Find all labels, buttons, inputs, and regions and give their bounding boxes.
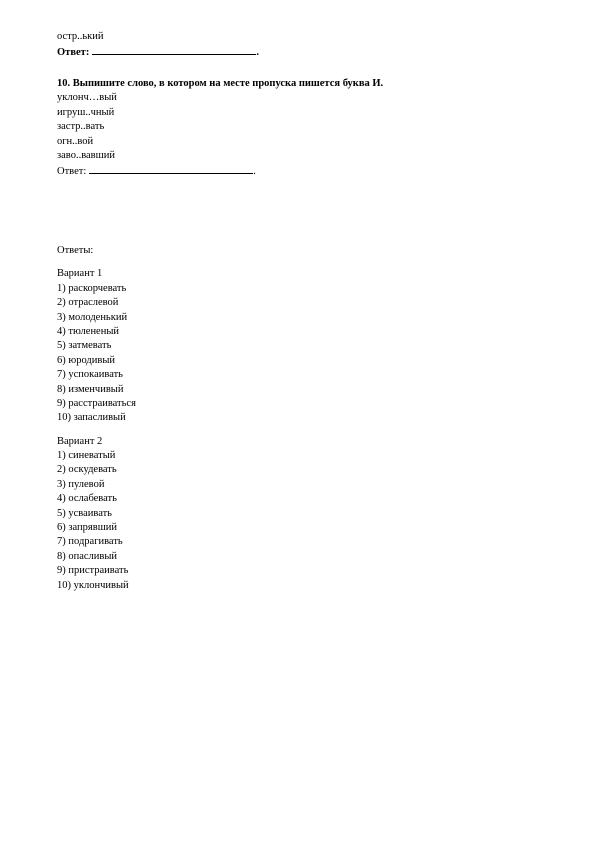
answer-blank-line: [92, 44, 256, 55]
option-word: заво..вавший: [57, 149, 115, 161]
list-item: 8) опасливый: [57, 550, 118, 562]
list-item: 2) оскудевать: [57, 464, 117, 476]
list-item: 7) успокаивать: [57, 369, 123, 381]
list-item: 4) тюлененый: [57, 325, 120, 337]
variant-2-title: Вариант 2: [57, 435, 103, 447]
answers-heading: Ответы:: [57, 245, 94, 256]
list-item: 8) изменчивый: [57, 383, 124, 395]
list-item: 4) ослабевать: [57, 493, 117, 505]
list-item: 7) подрагивать: [57, 536, 123, 548]
answer-row: [57, 44, 259, 58]
list-item: 3) молоденький: [57, 311, 128, 323]
answer-period: .: [253, 166, 256, 178]
answer-row: [57, 163, 383, 177]
list-item: 6) запрявший: [57, 522, 118, 534]
list-item: 9) пристраивать: [57, 565, 129, 577]
list-item: 2) отраслевой: [57, 297, 119, 309]
option-word: игруш..чный: [57, 106, 115, 118]
answer-label: Ответ:: [57, 166, 87, 178]
list-item: 9) расстраиваться: [57, 397, 136, 409]
list-item: 5) усваивать: [57, 507, 112, 519]
option-word: огн..вой: [57, 135, 94, 147]
top-fragment: [57, 30, 259, 59]
list-item: 5) затмевать: [57, 340, 112, 352]
list-item: 10) запасливый: [57, 412, 126, 424]
option-word: уклонч…вый: [57, 92, 117, 104]
question-text: [57, 77, 383, 91]
list-item: 1) раскорчевать: [57, 282, 127, 294]
list-item: 6) юродивый: [57, 354, 116, 366]
option-word: остр..ький: [57, 31, 104, 42]
list-item: 10) уклончивый: [57, 579, 129, 591]
answer-period: .: [256, 47, 259, 59]
option-word: застр..вать: [57, 121, 105, 133]
answer-label: Ответ:: [57, 47, 90, 59]
list-item: 3) пулевой: [57, 478, 105, 490]
answer-blank-line: [89, 163, 253, 174]
answers-section: [57, 244, 136, 593]
variant-1-title: Вариант 1: [57, 268, 103, 280]
question-prompt: Выпишите слово, в котором на месте пропуска пишется буква И.: [70, 78, 384, 89]
list-item: 1) синеватый: [57, 450, 116, 462]
question-number: 10.: [57, 78, 71, 89]
question-10: [57, 77, 383, 178]
